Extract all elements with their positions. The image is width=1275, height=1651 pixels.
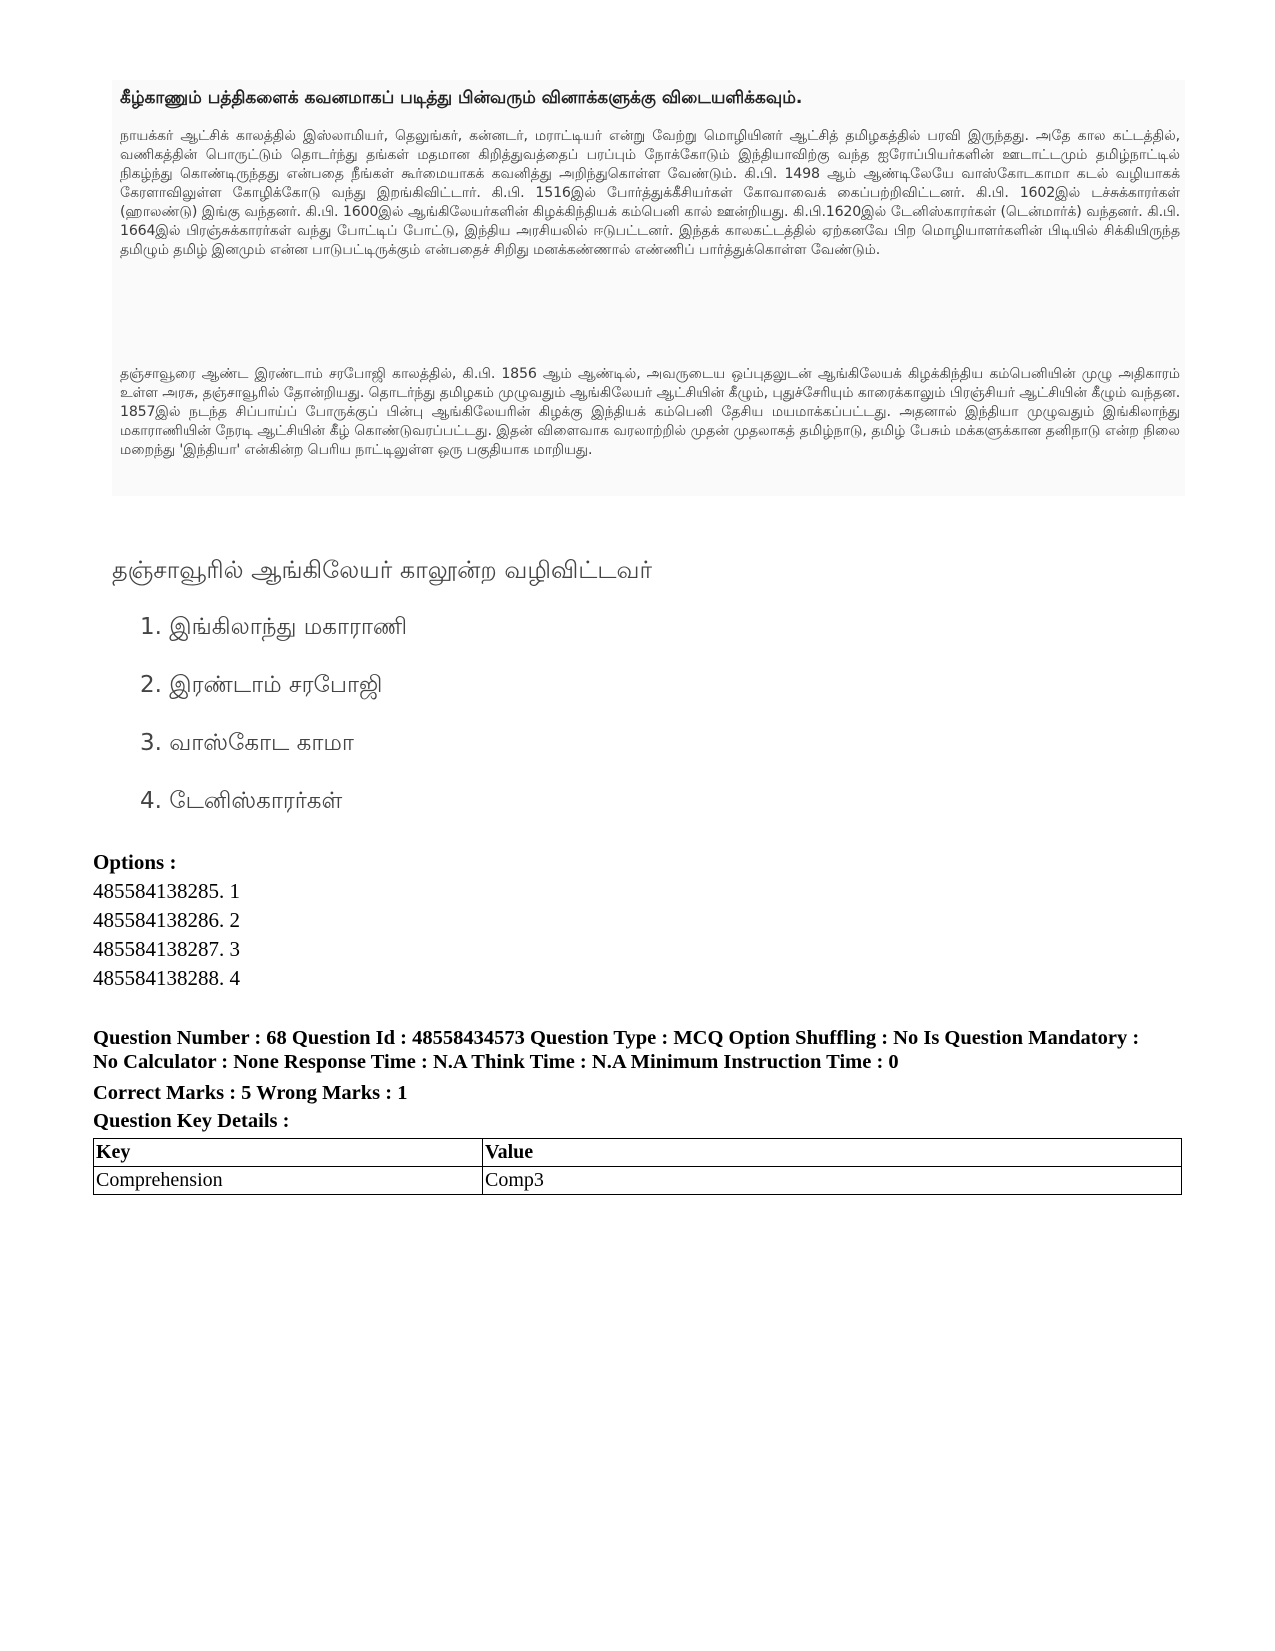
options-block <box>93 848 240 993</box>
table-header-row <box>94 1139 1182 1167</box>
choice-item: 2. இரண்டாம் சரபோஜி <box>140 672 383 698</box>
question-stem: தஞ்சாவூரில் ஆங்கிலேயர் காலூன்ற வழிவிட்டவர் <box>112 556 652 584</box>
passage-paragraph-2: தஞ்சாவூரை ஆண்ட இரண்டாம் சரபோஜி காலத்தில், கி.பி. 1856 ஆம் ஆண்டில், அவருடைய ஒப்புதலுடன் ஆங்கிலேயக் கிழக்கிந்திய கம்பெனியின் முழு அதிகாரம் உள்ள அரசு, தஞ்சாவூரில் தோன்றியது. தொடர்ந்து தமிழகம் முழுவதும் ஆங்கிலேயர் ஆட்சியின் கீழும், புதுச்சேரியும் காரைக்காலும் பிரஞ்சியர் ஆட்சியின் கீழும் வந்தன. 1857இல் நடந்த சிப்பாய்ப் போருக்குப் பின்பு ஆங்கிலேயரின் கிழக்கு இந்தியக் கம்பெனி தேசிய மயமாக்கப்பட்டது. அதனால் இந்தியா முழுவதும் இங்கிலாந்து மகாராணியின் நேரடி ஆட்சியின் கீழ் கொண்டுவரப்பட்டது. இதன் விளைவாக வரலாற்றில் முதன் முதலாகத் தமிழ்நாடு, தமிழ் பேசும் மக்களுக்கான தனிநாடு என்ற நிலை மறைந்து 'இந்தியா' என்கின்ற பெரிய நாட்டிலுள்ள ஒரு பகுதியாக மாறியது. <box>120 366 1180 458</box>
table-header-value: Value <box>483 1139 1182 1167</box>
option-id-item: 485584138286. 2 <box>93 908 240 932</box>
choice-item: 4. டேனிஸ்காரர்கள் <box>140 788 343 814</box>
marks-line: Correct Marks : 5 Wrong Marks : 1 <box>93 1082 408 1104</box>
choice-item: 3. வாஸ்கோட காமா <box>140 730 354 756</box>
question-key-table <box>93 1138 1182 1195</box>
passage-instruction: கீழ்காணும் பத்திகளைக் கவனமாகப் படித்து பின்வரும் வினாக்களுக்கு விடையளிக்கவும். <box>120 88 803 108</box>
option-id-item: 485584138288. 4 <box>93 966 240 990</box>
key-details-heading: Question Key Details : <box>93 1110 290 1132</box>
answer-choices <box>140 614 407 846</box>
table-row <box>94 1167 1182 1195</box>
table-header-key: Key <box>94 1139 483 1167</box>
question-info-line-2: No Calculator : None Response Time : N.A Think Time : N.A Minimum Instruction Time : 0 <box>93 1051 899 1073</box>
option-id-item: 485584138287. 3 <box>93 937 240 961</box>
comprehension-passage-image <box>112 80 1185 496</box>
table-cell-key: Comprehension <box>94 1167 483 1195</box>
option-id-item: 485584138285. 1 <box>93 879 240 903</box>
options-heading: Options : <box>93 850 177 874</box>
table-cell-value: Comp3 <box>483 1167 1182 1195</box>
choice-item: 1. இங்கிலாந்து மகாராணி <box>140 614 408 640</box>
passage-paragraph-1: நாயக்கர் ஆட்சிக் காலத்தில் இஸ்லாமியர், தெலுங்கர், கன்னடர், மராட்டியர் என்று வேற்று மொழியினர் ஆட்சித் தமிழகத்தில் பரவி இருந்தது. அதே கால கட்டத்தில், வணிகத்தின் பொருட்டும் தொடர்ந்து தங்கள் மதமான கிறித்துவத்தைப் பரப்பும் நோக்கோடும் இந்தியாவிற்கு வந்த ஐரோப்பியர்களின் ஊடாட்டமும் தமிழ்நாட்டில் நிகழ்ந்து கொண்டிருந்தது என்பதை நீங்கள் கூர்மையாகக் கவனித்து அறிந்துகொள்ள வேண்டும். கி.பி. 1498 ஆம் ஆண்டிலேயே வாஸ்கோடகாமா கடல் வழியாகக் கேரளாவிலுள்ள கோழிக்கோடு வந்து இறங்கிவிட்டார். கி.பி. 1516இல் போர்த்துக்கீசியர்கள் கோவாவைக் கைப்பற்றிவிட்டனர். கி.பி. 1602இல் டச்சுக்காரர்கள் (ஹாலண்டு) இங்கு வந்தனர். கி.பி. 1600இல் ஆங்கிலேயர்களின் கிழக்கிந்தியக் கம்பெனி கால் ஊன்றியது. கி.பி.1620இல் டேனிஸ்காரர்கள் (டென்மார்க்) வந்தனர். கி.பி. 1664இல் பிரஞ்சுக்காரர்கள் வந்து போட்டிப் போட்டு, இந்திய அரசியலில் ஈடுபட்டனர். இந்தக் காலகட்டத்தில் ஏற்கனவே பிற மொழியாளர்களின் பிடியில் சிக்கியிருந்த தமிழும் தமிழ் இனமும் என்ன பாடுபட்டிருக்கும் என்பதைச் சிறிது மனக்கண்ணால் எண்ணிப் பார்த்துக்கொள்ள வேண்டும். <box>120 128 1180 258</box>
question-info-line-1: Question Number : 68 Question Id : 48558434573 Question Type : MCQ Option Shuffling : No Is Question Mandatory : <box>93 1027 1140 1049</box>
question-metadata <box>93 1026 1193 1135</box>
